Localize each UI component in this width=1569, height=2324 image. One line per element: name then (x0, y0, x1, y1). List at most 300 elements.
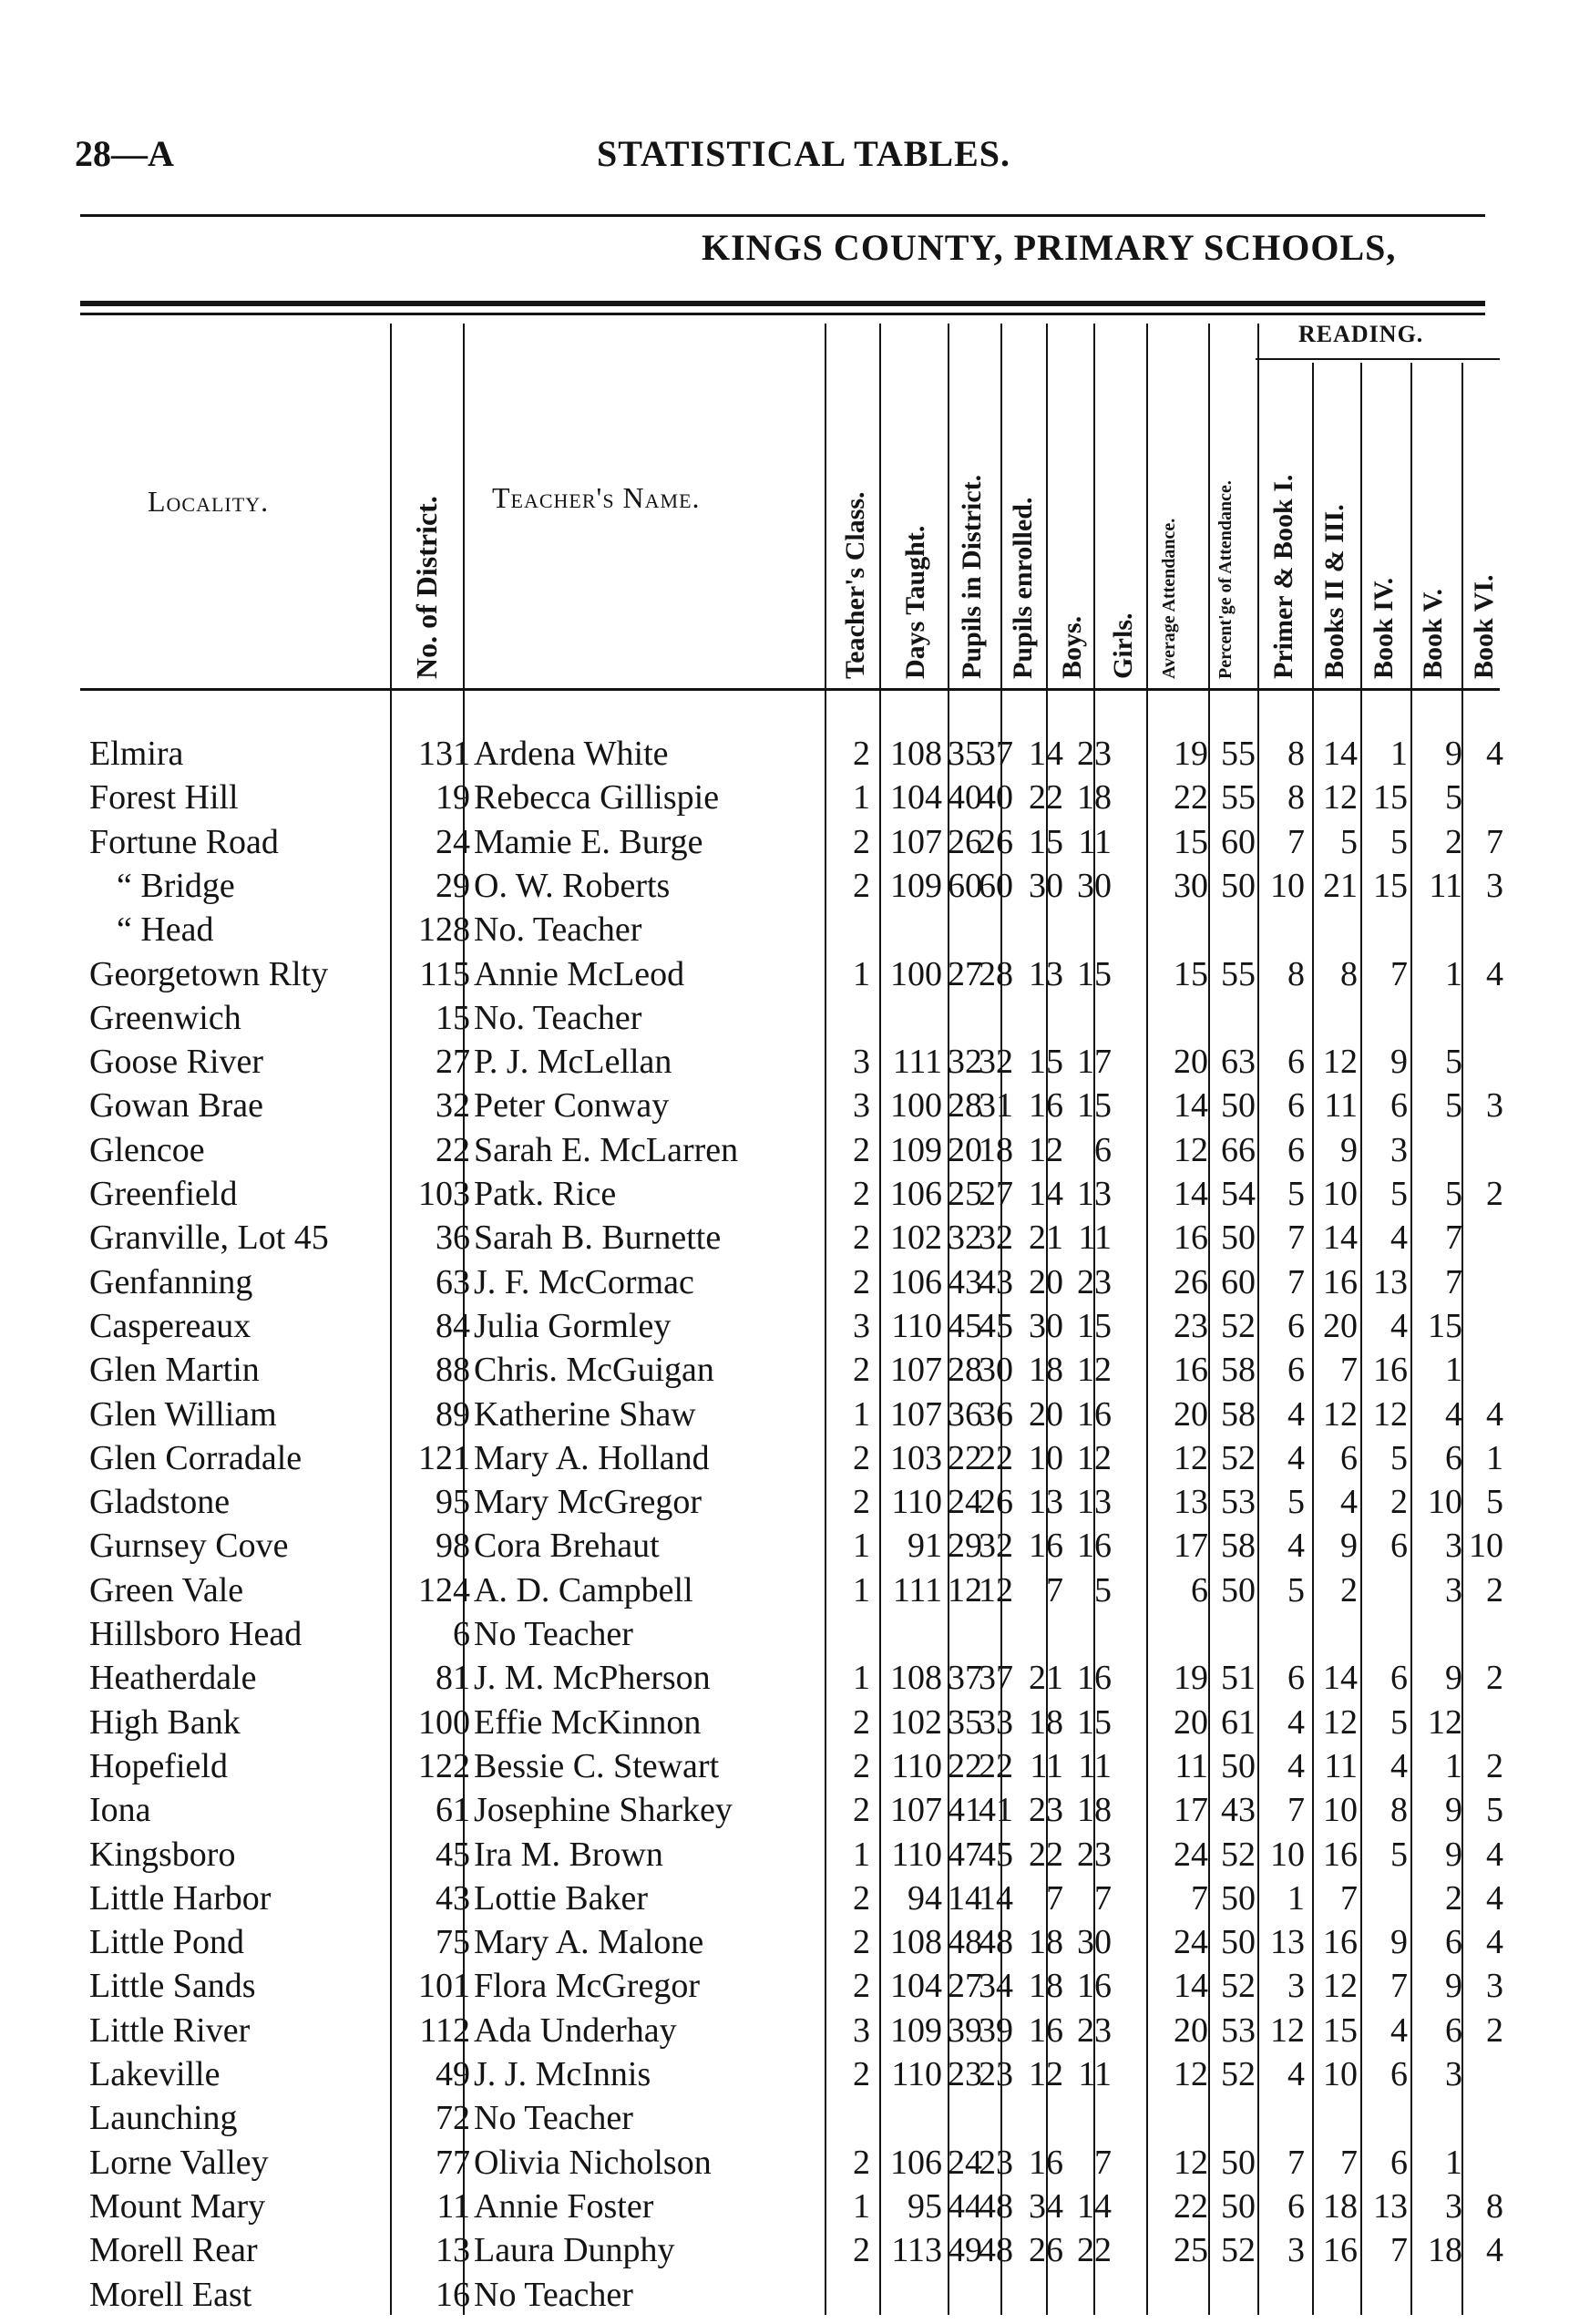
district-number-cell: 115 (419, 954, 470, 993)
district-number-cell: 16 (436, 2275, 470, 2314)
teacher-class-cell: 2 (853, 822, 870, 861)
table-row (0, 1568, 1569, 1612)
average-attendance-cell: 24 (1174, 1835, 1208, 1874)
book-6-cell: 2 (1486, 1570, 1503, 1609)
teacher-class-cell: 2 (853, 1878, 870, 1918)
pupils-in-district-cell: 41 (948, 1791, 982, 1830)
percentage-attendance-cell: 43 (1221, 1791, 1256, 1830)
book-4-cell: 3 (1390, 1130, 1408, 1169)
teacher-class-cell: 2 (853, 2055, 870, 2093)
book-5-cell: 6 (1445, 2010, 1462, 2050)
pupils-in-district-cell: 35 (948, 735, 982, 773)
pupils-in-district-cell: 28 (948, 1086, 982, 1126)
pupils-enrolled-cell: 33 (979, 1702, 1013, 1742)
table-row (0, 1833, 1569, 1877)
books-2-3-cell: 18 (1323, 2186, 1358, 2226)
days-taught-cell: 109 (890, 2010, 942, 2050)
girls-cell: 16 (1077, 1394, 1112, 1434)
pupils-enrolled-cell: 22 (979, 1746, 1013, 1785)
pupils-in-district-cell: 60 (948, 866, 982, 905)
teacher-class-cell: 1 (853, 778, 870, 818)
district-number-cell: 13 (436, 2231, 470, 2270)
books-2-3-cell: 14 (1323, 1659, 1358, 1698)
boys-cell: 16 (1029, 2010, 1063, 2050)
teacher-class-cell: 2 (853, 735, 870, 773)
days-taught-cell: 111 (892, 1043, 942, 1082)
district-number-cell: 124 (418, 1570, 470, 1609)
book-5-cell: 12 (1428, 1702, 1462, 1742)
percentage-attendance-cell: 60 (1221, 1262, 1256, 1301)
average-attendance-cell: 7 (1191, 1878, 1208, 1918)
pupils-enrolled-cell: 18 (979, 1130, 1013, 1169)
girls-cell: 23 (1077, 2010, 1112, 2050)
teacher-name-cell: Bessie C. Stewart (474, 1746, 720, 1785)
pupils-in-district-cell: 23 (948, 2055, 982, 2093)
boys-cell: 30 (1029, 866, 1063, 905)
girls-cell: 7 (1094, 2143, 1112, 2182)
district-number-cell: 89 (436, 1394, 470, 1434)
locality-cell: Launching (89, 2099, 238, 2138)
days-taught-cell: 94 (908, 1878, 942, 1918)
pupils-in-district-cell: 29 (948, 1527, 982, 1566)
books-2-3-cell: 12 (1323, 778, 1358, 818)
girls-cell: 13 (1077, 1175, 1112, 1213)
locality-cell: Hillsboro Head (89, 1615, 303, 1653)
pupils-enrolled-cell: 40 (979, 778, 1013, 818)
column-header-teacher: Teacher's Name. (492, 481, 701, 514)
primer-book-1-cell: 6 (1287, 1351, 1305, 1390)
pupils-enrolled-cell: 12 (979, 1570, 1013, 1609)
teacher-class-cell: 1 (853, 2186, 870, 2226)
primer-book-1-cell: 4 (1287, 2055, 1305, 2093)
teacher-class-cell: 2 (853, 1702, 870, 1742)
district-number-cell: 103 (418, 1175, 470, 1213)
column-header-district-label: No. of District. (410, 496, 443, 679)
book-5-cell: 18 (1428, 2231, 1462, 2270)
primer-book-1-cell: 6 (1287, 1130, 1305, 1169)
pupils-enrolled-cell: 32 (979, 1043, 1013, 1082)
teacher-class-cell: 3 (853, 1086, 870, 1126)
books-2-3-cell: 8 (1340, 954, 1358, 993)
days-taught-cell: 110 (891, 2055, 942, 2093)
column-header-boys-label: Boys. (1057, 615, 1087, 679)
locality-cell: Heatherdale (89, 1659, 257, 1698)
boys-cell: 18 (1029, 1923, 1063, 1962)
teacher-name-cell: O. W. Roberts (474, 866, 671, 905)
girls-cell: 14 (1077, 2186, 1112, 2226)
pupils-in-district-cell: 47 (948, 1835, 982, 1874)
pupils-in-district-cell: 27 (948, 1967, 982, 2006)
book-6-cell: 4 (1486, 735, 1503, 773)
teacher-name-cell: Laura Dunphy (474, 2231, 675, 2270)
days-taught-cell: 108 (890, 1923, 942, 1962)
days-taught-cell: 104 (890, 778, 942, 818)
teacher-name-cell: Ada Underhay (474, 2010, 677, 2050)
average-attendance-cell: 16 (1174, 1351, 1208, 1390)
book-4-cell: 2 (1390, 1483, 1408, 1522)
boys-cell: 23 (1029, 1791, 1063, 1830)
district-number-cell: 77 (436, 2143, 470, 2182)
teacher-class-cell: 2 (853, 2143, 870, 2182)
book-4-cell: 5 (1390, 1438, 1408, 1477)
locality-cell: Kingsboro (89, 1835, 236, 1874)
teacher-name-cell: Ardena White (474, 735, 669, 773)
days-taught-cell: 109 (890, 866, 942, 905)
reading-group-rule (1256, 358, 1500, 360)
teacher-name-cell: Lottie Baker (474, 1878, 648, 1918)
district-number-cell: 27 (436, 1043, 470, 1082)
teacher-name-cell: J. F. McCormac (474, 1262, 694, 1301)
table-row (0, 1393, 1569, 1436)
teacher-class-cell: 2 (853, 1438, 870, 1477)
days-taught-cell: 108 (890, 735, 942, 773)
teacher-name-cell: J. M. McPherson (474, 1659, 711, 1698)
column-header-book-6-label: Book VI. (1469, 574, 1499, 679)
average-attendance-cell: 17 (1174, 1527, 1208, 1566)
district-number-cell: 49 (436, 2055, 470, 2093)
girls-cell: 15 (1077, 954, 1112, 993)
district-number-cell: 75 (436, 1923, 470, 1962)
locality-cell: Morell Rear (89, 2231, 258, 2270)
table-row (0, 1744, 1569, 1788)
boys-cell: 16 (1029, 2143, 1063, 2182)
girls-cell: 23 (1077, 1835, 1112, 1874)
average-attendance-cell: 16 (1174, 1219, 1208, 1258)
primer-book-1-cell: 1 (1287, 1878, 1305, 1918)
book-4-cell: 6 (1390, 2143, 1408, 2182)
books-2-3-cell: 7 (1340, 1878, 1358, 1918)
books-2-3-cell: 16 (1323, 1262, 1358, 1301)
primer-book-1-cell: 5 (1287, 1483, 1305, 1522)
pupils-enrolled-cell: 32 (979, 1219, 1013, 1258)
top-rule (80, 214, 1485, 217)
book-6-cell: 2 (1486, 1746, 1503, 1785)
pupils-enrolled-cell: 48 (979, 2231, 1013, 2270)
percentage-attendance-cell: 52 (1221, 1835, 1256, 1874)
days-taught-cell: 110 (891, 1306, 942, 1345)
book-4-cell: 1 (1390, 735, 1408, 773)
locality-cell: Little Pond (89, 1923, 244, 1962)
girls-cell: 16 (1077, 1659, 1112, 1698)
table-row (0, 1877, 1569, 1920)
book-5-cell: 5 (1445, 1043, 1462, 1082)
girls-cell: 11 (1078, 2055, 1112, 2093)
boys-cell: 12 (1029, 2055, 1063, 2093)
pupils-in-district-cell: 39 (948, 2010, 982, 2050)
pupils-enrolled-cell: 23 (979, 2055, 1013, 2093)
average-attendance-cell: 12 (1174, 2143, 1208, 2182)
book-5-cell: 10 (1428, 1483, 1462, 1522)
pupils-in-district-cell: 22 (948, 1746, 982, 1785)
column-header-locality: Locality. (148, 485, 270, 518)
book-4-cell: 6 (1390, 2055, 1408, 2093)
district-number-cell: 19 (436, 778, 470, 818)
teacher-class-cell: 2 (853, 1175, 870, 1213)
book-4-cell: 4 (1390, 2010, 1408, 2050)
primer-book-1-cell: 8 (1287, 954, 1305, 993)
primer-book-1-cell: 10 (1270, 866, 1305, 905)
teacher-name-cell: Mamie E. Burge (474, 822, 703, 861)
pupils-in-district-cell: 26 (948, 822, 982, 861)
pupils-in-district-cell: 22 (948, 1438, 982, 1477)
table-row (0, 2052, 1569, 2096)
book-5-cell: 11 (1429, 866, 1462, 905)
district-number-cell: 72 (436, 2099, 470, 2138)
days-taught-cell: 100 (890, 954, 942, 993)
girls-cell: 11 (1078, 822, 1112, 861)
percentage-attendance-cell: 50 (1221, 2143, 1256, 2182)
average-attendance-cell: 12 (1174, 2055, 1208, 2093)
percentage-attendance-cell: 61 (1221, 1702, 1256, 1742)
column-header-teacher-class-label: Teacher's Class. (840, 491, 870, 679)
percentage-attendance-cell: 58 (1221, 1527, 1256, 1566)
days-taught-cell: 111 (892, 1570, 942, 1609)
average-attendance-cell: 20 (1174, 1702, 1208, 1742)
percentage-attendance-cell: 54 (1221, 1175, 1256, 1213)
primer-book-1-cell: 7 (1287, 1262, 1305, 1301)
table-row (0, 1084, 1569, 1127)
book-6-cell: 3 (1486, 1967, 1503, 2006)
district-number-cell: 84 (436, 1306, 470, 1345)
girls-cell: 12 (1077, 1351, 1112, 1390)
teacher-name-cell: Cora Brehaut (474, 1527, 660, 1566)
locality-cell: “ Head (117, 910, 214, 950)
percentage-attendance-cell: 51 (1221, 1659, 1256, 1698)
pupils-in-district-cell: 49 (948, 2231, 982, 2270)
locality-cell: Glencoe (89, 1130, 205, 1169)
percentage-attendance-cell: 50 (1221, 1746, 1256, 1785)
books-2-3-cell: 12 (1323, 1702, 1358, 1742)
table-row (0, 732, 1569, 776)
boys-cell: 16 (1029, 1086, 1063, 1126)
book-5-cell: 1 (1445, 954, 1462, 993)
books-2-3-cell: 12 (1323, 1967, 1358, 2006)
table-row (0, 1348, 1569, 1392)
girls-cell: 16 (1077, 1527, 1112, 1566)
pupils-in-district-cell: 32 (948, 1219, 982, 1258)
primer-book-1-cell: 7 (1287, 822, 1305, 861)
district-number-cell: 122 (418, 1746, 470, 1785)
books-2-3-cell: 2 (1340, 1570, 1358, 1609)
book-4-cell: 5 (1390, 822, 1408, 861)
locality-cell: Goose River (89, 1043, 264, 1082)
boys-cell: 21 (1029, 1219, 1063, 1258)
table-row (0, 908, 1569, 951)
pupils-enrolled-cell: 36 (979, 1394, 1013, 1434)
average-attendance-cell: 26 (1174, 1262, 1208, 1301)
percentage-attendance-cell: 52 (1221, 1306, 1256, 1345)
primer-book-1-cell: 6 (1287, 1659, 1305, 1698)
boys-cell: 18 (1029, 1967, 1063, 2006)
teacher-class-cell: 2 (853, 1967, 870, 2006)
books-2-3-cell: 10 (1323, 1175, 1358, 1213)
book-4-cell: 5 (1390, 1835, 1408, 1874)
pupils-in-district-cell: 14 (948, 1878, 982, 1918)
teacher-name-cell: No Teacher (474, 2275, 633, 2314)
table-row (0, 1128, 1569, 1172)
days-taught-cell: 104 (890, 1967, 942, 2006)
pupils-enrolled-cell: 41 (979, 1791, 1013, 1830)
teacher-name-cell: No. Teacher (474, 910, 642, 950)
boys-cell: 14 (1029, 735, 1063, 773)
district-number-cell: 131 (418, 735, 470, 773)
teacher-name-cell: Olivia Nicholson (474, 2143, 712, 2182)
teacher-class-cell: 3 (853, 1306, 870, 1345)
teacher-class-cell: 2 (853, 1746, 870, 1785)
girls-cell: 6 (1094, 1130, 1112, 1169)
average-attendance-cell: 15 (1174, 954, 1208, 993)
pupils-enrolled-cell: 26 (979, 822, 1013, 861)
district-number-cell: 29 (436, 866, 470, 905)
primer-book-1-cell: 4 (1287, 1746, 1305, 1785)
book-5-cell: 6 (1445, 1438, 1462, 1477)
girls-cell: 12 (1077, 1438, 1112, 1477)
locality-cell: Little Harbor (89, 1878, 272, 1918)
days-taught-cell: 91 (908, 1527, 942, 1566)
books-2-3-cell: 10 (1323, 1791, 1358, 1830)
percentage-attendance-cell: 52 (1221, 2055, 1256, 2093)
locality-cell: Georgetown Rlty (89, 954, 329, 993)
teacher-name-cell: Patk. Rice (474, 1175, 617, 1213)
average-attendance-cell: 12 (1174, 1438, 1208, 1477)
books-2-3-cell: 21 (1323, 866, 1358, 905)
district-number-cell: 32 (436, 1086, 470, 1126)
book-5-cell: 7 (1445, 1219, 1462, 1258)
book-5-cell: 3 (1445, 2055, 1462, 2093)
locality-cell: Gowan Brae (89, 1086, 263, 1126)
book-6-cell: 5 (1486, 1483, 1503, 1522)
column-header-primer-book-1-label: Primer & Book I. (1268, 474, 1298, 679)
boys-cell: 30 (1029, 1306, 1063, 1345)
teacher-class-cell: 1 (853, 1835, 870, 1874)
pupils-in-district-cell: 20 (948, 1130, 982, 1169)
pupils-enrolled-cell: 37 (979, 1659, 1013, 1698)
teacher-name-cell: P. J. McLellan (474, 1043, 672, 1082)
girls-cell: 22 (1077, 2231, 1112, 2270)
teacher-name-cell: Annie Foster (474, 2186, 654, 2226)
days-taught-cell: 106 (890, 2143, 942, 2182)
girls-cell: 16 (1077, 1967, 1112, 2006)
pupils-enrolled-cell: 45 (979, 1835, 1013, 1874)
primer-book-1-cell: 8 (1287, 735, 1305, 773)
primer-book-1-cell: 5 (1287, 1570, 1305, 1609)
book-6-cell: 4 (1486, 954, 1503, 993)
pupils-in-district-cell: 48 (948, 1923, 982, 1962)
average-attendance-cell: 15 (1174, 822, 1208, 861)
pupils-in-district-cell: 40 (948, 778, 982, 818)
teacher-class-cell: 2 (853, 1219, 870, 1258)
table-row (0, 1480, 1569, 1524)
average-attendance-cell: 25 (1174, 2231, 1208, 2270)
pupils-enrolled-cell: 31 (979, 1086, 1013, 1126)
table-row (0, 1172, 1569, 1216)
book-5-cell: 9 (1445, 1791, 1462, 1830)
primer-book-1-cell: 7 (1287, 1791, 1305, 1830)
table-row (0, 1216, 1569, 1260)
locality-cell: Glen Martin (89, 1351, 260, 1390)
book-5-cell: 1 (1445, 1746, 1462, 1785)
table-row (0, 2141, 1569, 2185)
table-row (0, 1260, 1569, 1304)
average-attendance-cell: 20 (1174, 1043, 1208, 1082)
girls-cell: 18 (1077, 778, 1112, 818)
county-title: KINGS COUNTY, PRIMARY SCHOOLS, (702, 227, 1397, 268)
boys-cell: 16 (1029, 1527, 1063, 1566)
table-row (0, 2185, 1569, 2228)
book-6-cell: 4 (1486, 2231, 1503, 2270)
primer-book-1-cell: 4 (1287, 1702, 1305, 1742)
column-header-days-taught-label: Days Taught. (900, 525, 930, 679)
pupils-in-district-cell: 45 (948, 1306, 982, 1345)
book-5-cell: 7 (1445, 1262, 1462, 1301)
days-taught-cell: 107 (890, 822, 942, 861)
primer-book-1-cell: 7 (1287, 1219, 1305, 1258)
days-taught-cell: 113 (891, 2231, 942, 2270)
boys-cell: 7 (1046, 1570, 1063, 1609)
table-row (0, 1436, 1569, 1480)
average-attendance-cell: 14 (1174, 1086, 1208, 1126)
primer-book-1-cell: 6 (1287, 1306, 1305, 1345)
pupils-in-district-cell: 35 (948, 1702, 982, 1742)
header-rule-thin (80, 313, 1485, 315)
table-row (0, 1964, 1569, 2008)
book-5-cell: 3 (1445, 1570, 1462, 1609)
pupils-in-district-cell: 32 (948, 1043, 982, 1082)
locality-cell: Forest Hill (89, 778, 239, 818)
locality-cell: Lakeville (89, 2055, 220, 2093)
boys-cell: 26 (1029, 2231, 1063, 2270)
days-taught-cell: 110 (891, 1746, 942, 1785)
column-header-book-5-label: Book V. (1418, 589, 1448, 679)
table-row (0, 1612, 1569, 1656)
table-row (0, 776, 1569, 819)
primer-book-1-cell: 12 (1270, 2010, 1305, 2050)
boys-cell: 13 (1029, 954, 1063, 993)
percentage-attendance-cell: 55 (1221, 954, 1256, 993)
book-6-cell: 8 (1486, 2186, 1503, 2226)
pupils-enrolled-cell: 48 (979, 1923, 1013, 1962)
teacher-name-cell: Katherine Shaw (474, 1394, 696, 1434)
percentage-attendance-cell: 58 (1221, 1351, 1256, 1390)
table-row (0, 2096, 1569, 2140)
teacher-name-cell: No Teacher (474, 2099, 633, 2138)
boys-cell: 7 (1046, 1878, 1063, 1918)
pupils-in-district-cell: 27 (948, 954, 982, 993)
book-6-cell: 4 (1486, 1835, 1503, 1874)
percentage-attendance-cell: 50 (1221, 2186, 1256, 2226)
locality-cell: Fortune Road (89, 822, 279, 861)
district-number-cell: 100 (418, 1702, 470, 1742)
pupils-enrolled-cell: 60 (979, 866, 1013, 905)
teacher-class-cell: 2 (853, 1262, 870, 1301)
percentage-attendance-cell: 58 (1221, 1394, 1256, 1434)
pupils-in-district-cell: 37 (948, 1659, 982, 1698)
book-6-cell: 3 (1486, 866, 1503, 905)
table-row (0, 820, 1569, 864)
locality-cell: Little Sands (89, 1967, 256, 2006)
girls-cell: 17 (1077, 1043, 1112, 1082)
books-2-3-cell: 9 (1340, 1527, 1358, 1566)
boys-cell: 22 (1029, 1835, 1063, 1874)
days-taught-cell: 109 (890, 1130, 942, 1169)
teacher-name-cell: Sarah E. McLarren (474, 1130, 739, 1169)
percentage-attendance-cell: 50 (1221, 1923, 1256, 1962)
teacher-name-cell: Mary A. Malone (474, 1923, 704, 1962)
locality-cell: Little River (89, 2010, 251, 2050)
average-attendance-cell: 22 (1174, 778, 1208, 818)
book-5-cell: 15 (1428, 1306, 1462, 1345)
teacher-name-cell: Peter Conway (474, 1086, 670, 1126)
